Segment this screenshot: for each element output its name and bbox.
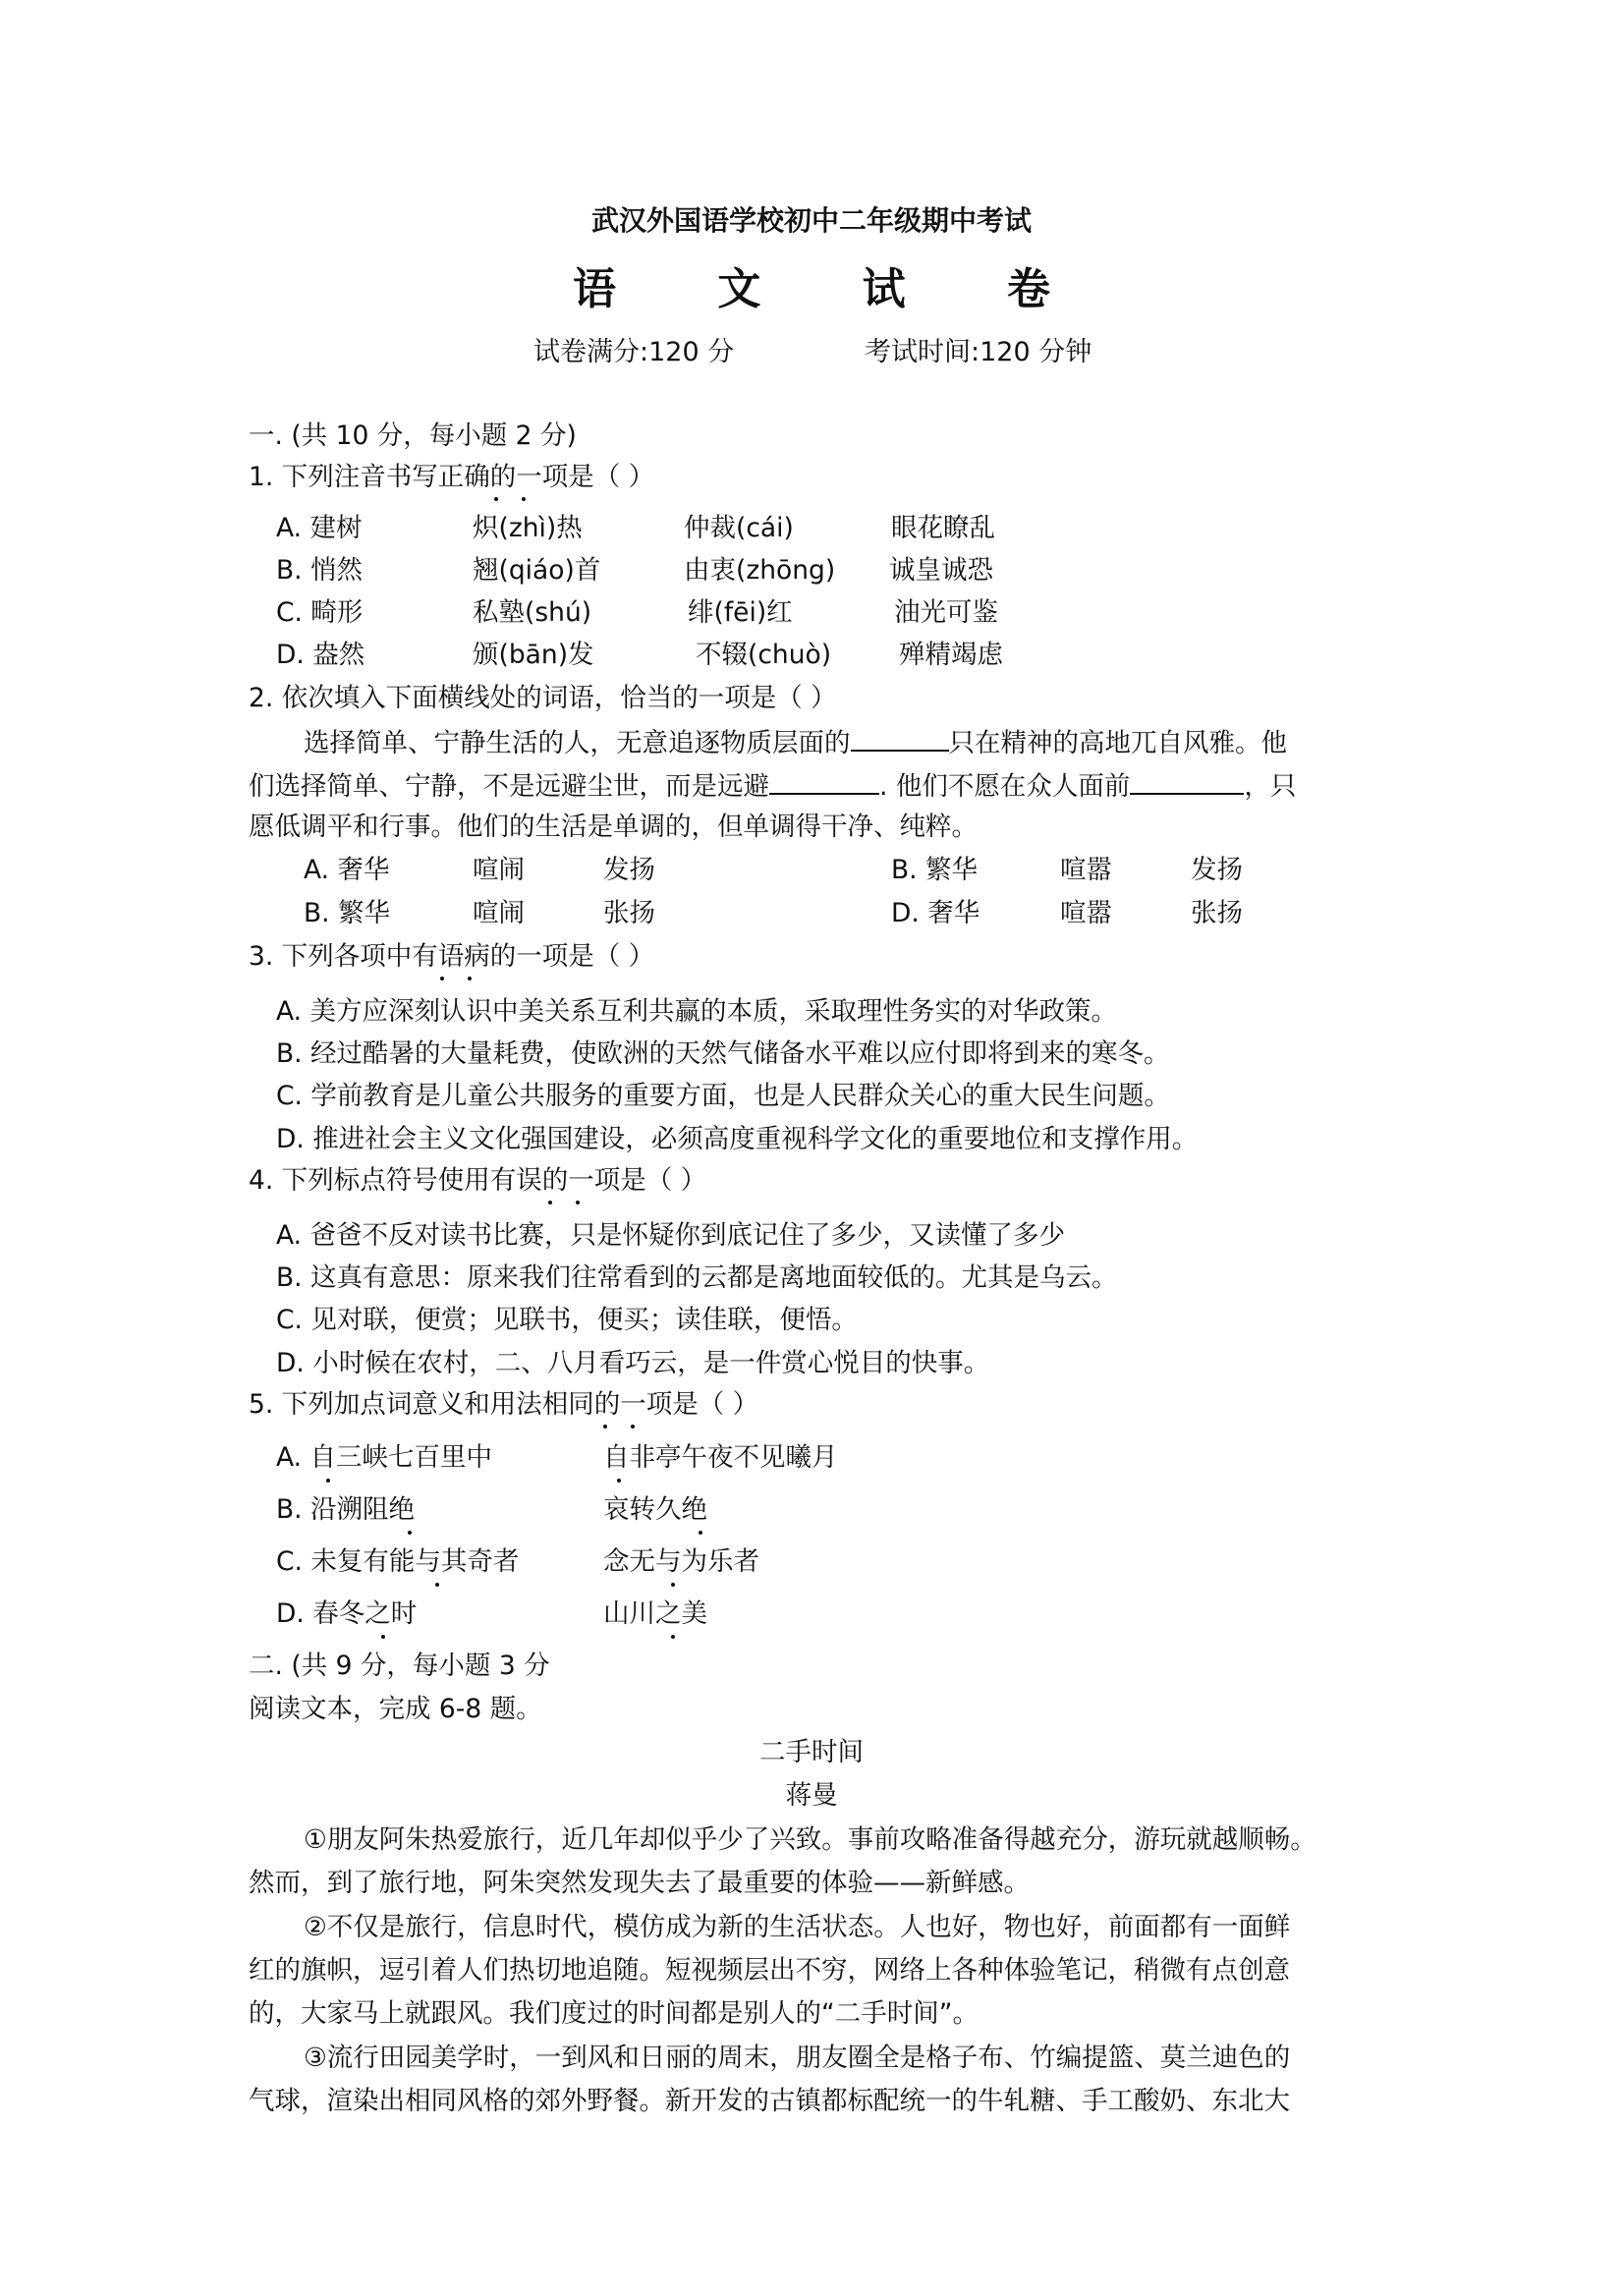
q1-option-b-4: 诚皇诚恐	[889, 555, 993, 586]
q2-option-c-1: B. 繁华	[304, 898, 391, 928]
emphasis-dot	[468, 977, 472, 980]
emphasis-dot	[576, 1201, 580, 1204]
article-line: ②不仅是旅行，信息时代，模仿成为新的生活状态。人也好，物也好，前面都有一面鲜	[304, 1912, 1291, 1942]
q1-option-d-3: 不辍(chuò)	[696, 640, 832, 670]
q2-option-d-3: 张扬	[1191, 898, 1243, 928]
emphasis-dot	[603, 1425, 607, 1428]
q5-option-b-2: 哀转久绝	[603, 1494, 707, 1525]
q5-stem: 5. 下列加点词意义和用法相同的一项是（ ）	[249, 1389, 759, 1420]
q4-option-a: A. 爸爸不反对读书比赛，只是怀疑你到底记住了多少，又读懂了多少	[276, 1220, 1066, 1251]
q4-option-c: C. 见对联，便赏；见联书，便买；读佳联，便悟。	[276, 1305, 858, 1335]
emphasis-dot	[494, 497, 498, 501]
q5-option-d-2: 山川之美	[603, 1598, 707, 1629]
article-line: 然而，到了旅行地，阿朱突然发现失去了最重要的体验——新鲜感。	[249, 1868, 1030, 1898]
q1-option-c-4: 油光可鉴	[894, 597, 998, 628]
exam-time: 考试时间:120 分钟	[865, 337, 1092, 367]
q2-option-b-2: 喧嚣	[1060, 855, 1112, 885]
emphasis-dot	[522, 497, 526, 501]
q2-option-d-2: 喧嚣	[1060, 898, 1112, 928]
q1-option-c-3: 绯(fēi)红	[688, 597, 793, 628]
school-title: 武汉外国语学校初中二年级期中考试	[590, 204, 1032, 237]
emphasis-dot	[617, 1479, 621, 1483]
q2-stem: 2. 依次填入下面横线处的词语，恰当的一项是（ ）	[249, 683, 837, 713]
emphasis-dot	[381, 1635, 385, 1639]
q3-option-a: A. 美方应深刻认识中美关系互利共赢的本质，采取理性务实的对华政策。	[276, 996, 1118, 1027]
q1-option-a-4: 眼花瞭乱	[891, 513, 995, 543]
q2-text: 们选择简单、宁静，不是远避尘世，而是远避	[249, 771, 769, 802]
q1-option-d-4: 殚精竭虑	[899, 640, 1003, 670]
q2-text: 选择简单、宁静生活的人，无意追逐物质层面的	[304, 728, 851, 758]
section1-heading: 一. (共 10 分，每小题 2 分)	[249, 420, 577, 451]
q5-option-c-1: C. 未复有能与其奇者	[276, 1546, 520, 1577]
q2-option-b-1: B. 繁华	[891, 855, 979, 885]
q3-stem: 3. 下列各项中有语病的一项是（ ）	[249, 941, 655, 972]
article-title: 二手时间	[759, 1737, 864, 1767]
subject-title: 语 文 试 卷	[573, 264, 1093, 314]
q1-option-a-2: 炽(zhì)热	[473, 513, 583, 543]
emphasis-dot	[440, 977, 444, 980]
q3-option-b: B. 经过酷暑的大量耗费，使欧洲的天然气储备水平难以应付即将到来的寒冬。	[276, 1038, 1170, 1069]
article-line: 气球，渲染出相同风格的郊外野餐。新开发的古镇都标配统一的牛轧糖、手工酸奶、东北大	[249, 2086, 1290, 2116]
q5-option-d-1: D. 春冬之时	[276, 1598, 418, 1629]
q1-option-c-2: 私塾(shú)	[473, 597, 592, 628]
q2-text: 只在精神的高地兀自风雅。他	[948, 728, 1287, 758]
q5-option-b-1: B. 沿溯阻绝	[276, 1494, 416, 1525]
emphasis-dot	[548, 1201, 552, 1204]
q4-option-d: D. 小时候在农村，二、八月看巧云，是一件赏心悦目的快事。	[276, 1348, 990, 1378]
q3-option-c: C. 学前教育是儿童公共服务的重要方面，也是人民群众关心的重大民生问题。	[276, 1081, 1170, 1111]
q2-option-d-1: D. 奢华	[891, 898, 980, 928]
q1-option-a-1: A. 建树	[276, 513, 363, 543]
q2-option-c-2: 喧闹	[473, 898, 525, 928]
emphasis-dot	[699, 1531, 702, 1535]
full-score: 试卷满分:120 分	[533, 337, 735, 367]
article-line: ①朋友阿朱热爱旅行，近几年却似乎少了兴致。事前攻略准备得越充分，游玩就越顺畅。	[304, 1824, 1316, 1855]
q5-option-a-1: A. 自三峡七百里中	[276, 1442, 493, 1473]
q3-option-d: D. 推进社会主义文化强国建设，必须高度重视科学文化的重要地位和支撑作用。	[276, 1124, 1199, 1154]
emphasis-dot	[671, 1635, 675, 1639]
q1-option-a-3: 仲裁(cái)	[684, 513, 794, 543]
q2-option-a-3: 发扬	[603, 855, 655, 885]
q4-option-b: B. 这真有意思：原来我们往常看到的云都是离地面较低的。尤其是乌云。	[276, 1262, 1118, 1293]
q2-passage-line2	[249, 767, 1296, 804]
q1-option-b-3: 由衷(zhōng)	[684, 555, 836, 586]
q2-text: ，只	[1244, 771, 1297, 802]
q2-passage-line3: 愿低调平和行事。他们的生活是单调的，但单调得干净、纯粹。	[249, 812, 978, 842]
emphasis-dot	[326, 1479, 330, 1483]
q2-option-c-3: 张扬	[603, 898, 655, 928]
q1-option-b-1: B. 悄然	[276, 555, 364, 586]
emphasis-dot	[435, 1583, 439, 1587]
section2-heading: 二. (共 9 分，每小题 3 分	[249, 1651, 550, 1681]
article-line: 红的旗帜，逗引着人们热切地追随。短视频层出不穷，网络上各种体验笔记，稍微有点创意	[249, 1955, 1290, 1986]
q5-option-a-2: 自非亭午夜不见曦月	[603, 1442, 838, 1473]
answer-blank	[851, 724, 949, 752]
emphasis-dot	[631, 1425, 635, 1428]
article-author: 蒋曼	[785, 1780, 838, 1811]
q5-option-c-2: 念无与为乐者	[603, 1546, 759, 1577]
answer-blank	[1130, 767, 1244, 795]
q1-option-d-2: 颁(bān)发	[473, 640, 594, 670]
q2-passage-line1	[304, 724, 1287, 760]
emphasis-dot	[408, 1531, 412, 1535]
q2-option-a-2: 喧闹	[473, 855, 525, 885]
q1-option-b-2: 翘(qiáo)首	[473, 555, 601, 586]
emphasis-dot	[671, 1583, 675, 1587]
article-line: ③流行田园美学时，一到风和日丽的周末，朋友圈全是格子布、竹编提篮、莫兰迪色的	[304, 2043, 1291, 2073]
q2-option-a-1: A. 奢华	[304, 855, 390, 885]
q1-stem: 1. 下列注音书写正确的一项是（ ）	[249, 462, 655, 492]
q1-option-c-1: C. 畸形	[276, 597, 364, 628]
q4-stem: 4. 下列标点符号使用有误的一项是（ ）	[249, 1165, 707, 1196]
article-line: 的，大家马上就跟风。我们度过的时间都是别人的“二手时间”。	[249, 1998, 979, 2029]
q2-text: . 他们不愿在众人面前	[879, 771, 1131, 802]
section2-instruction: 阅读文本，完成 6-8 题。	[249, 1694, 542, 1724]
q1-option-d-1: D. 盎然	[276, 640, 365, 670]
q2-option-b-3: 发扬	[1191, 855, 1243, 885]
answer-blank	[769, 767, 879, 795]
